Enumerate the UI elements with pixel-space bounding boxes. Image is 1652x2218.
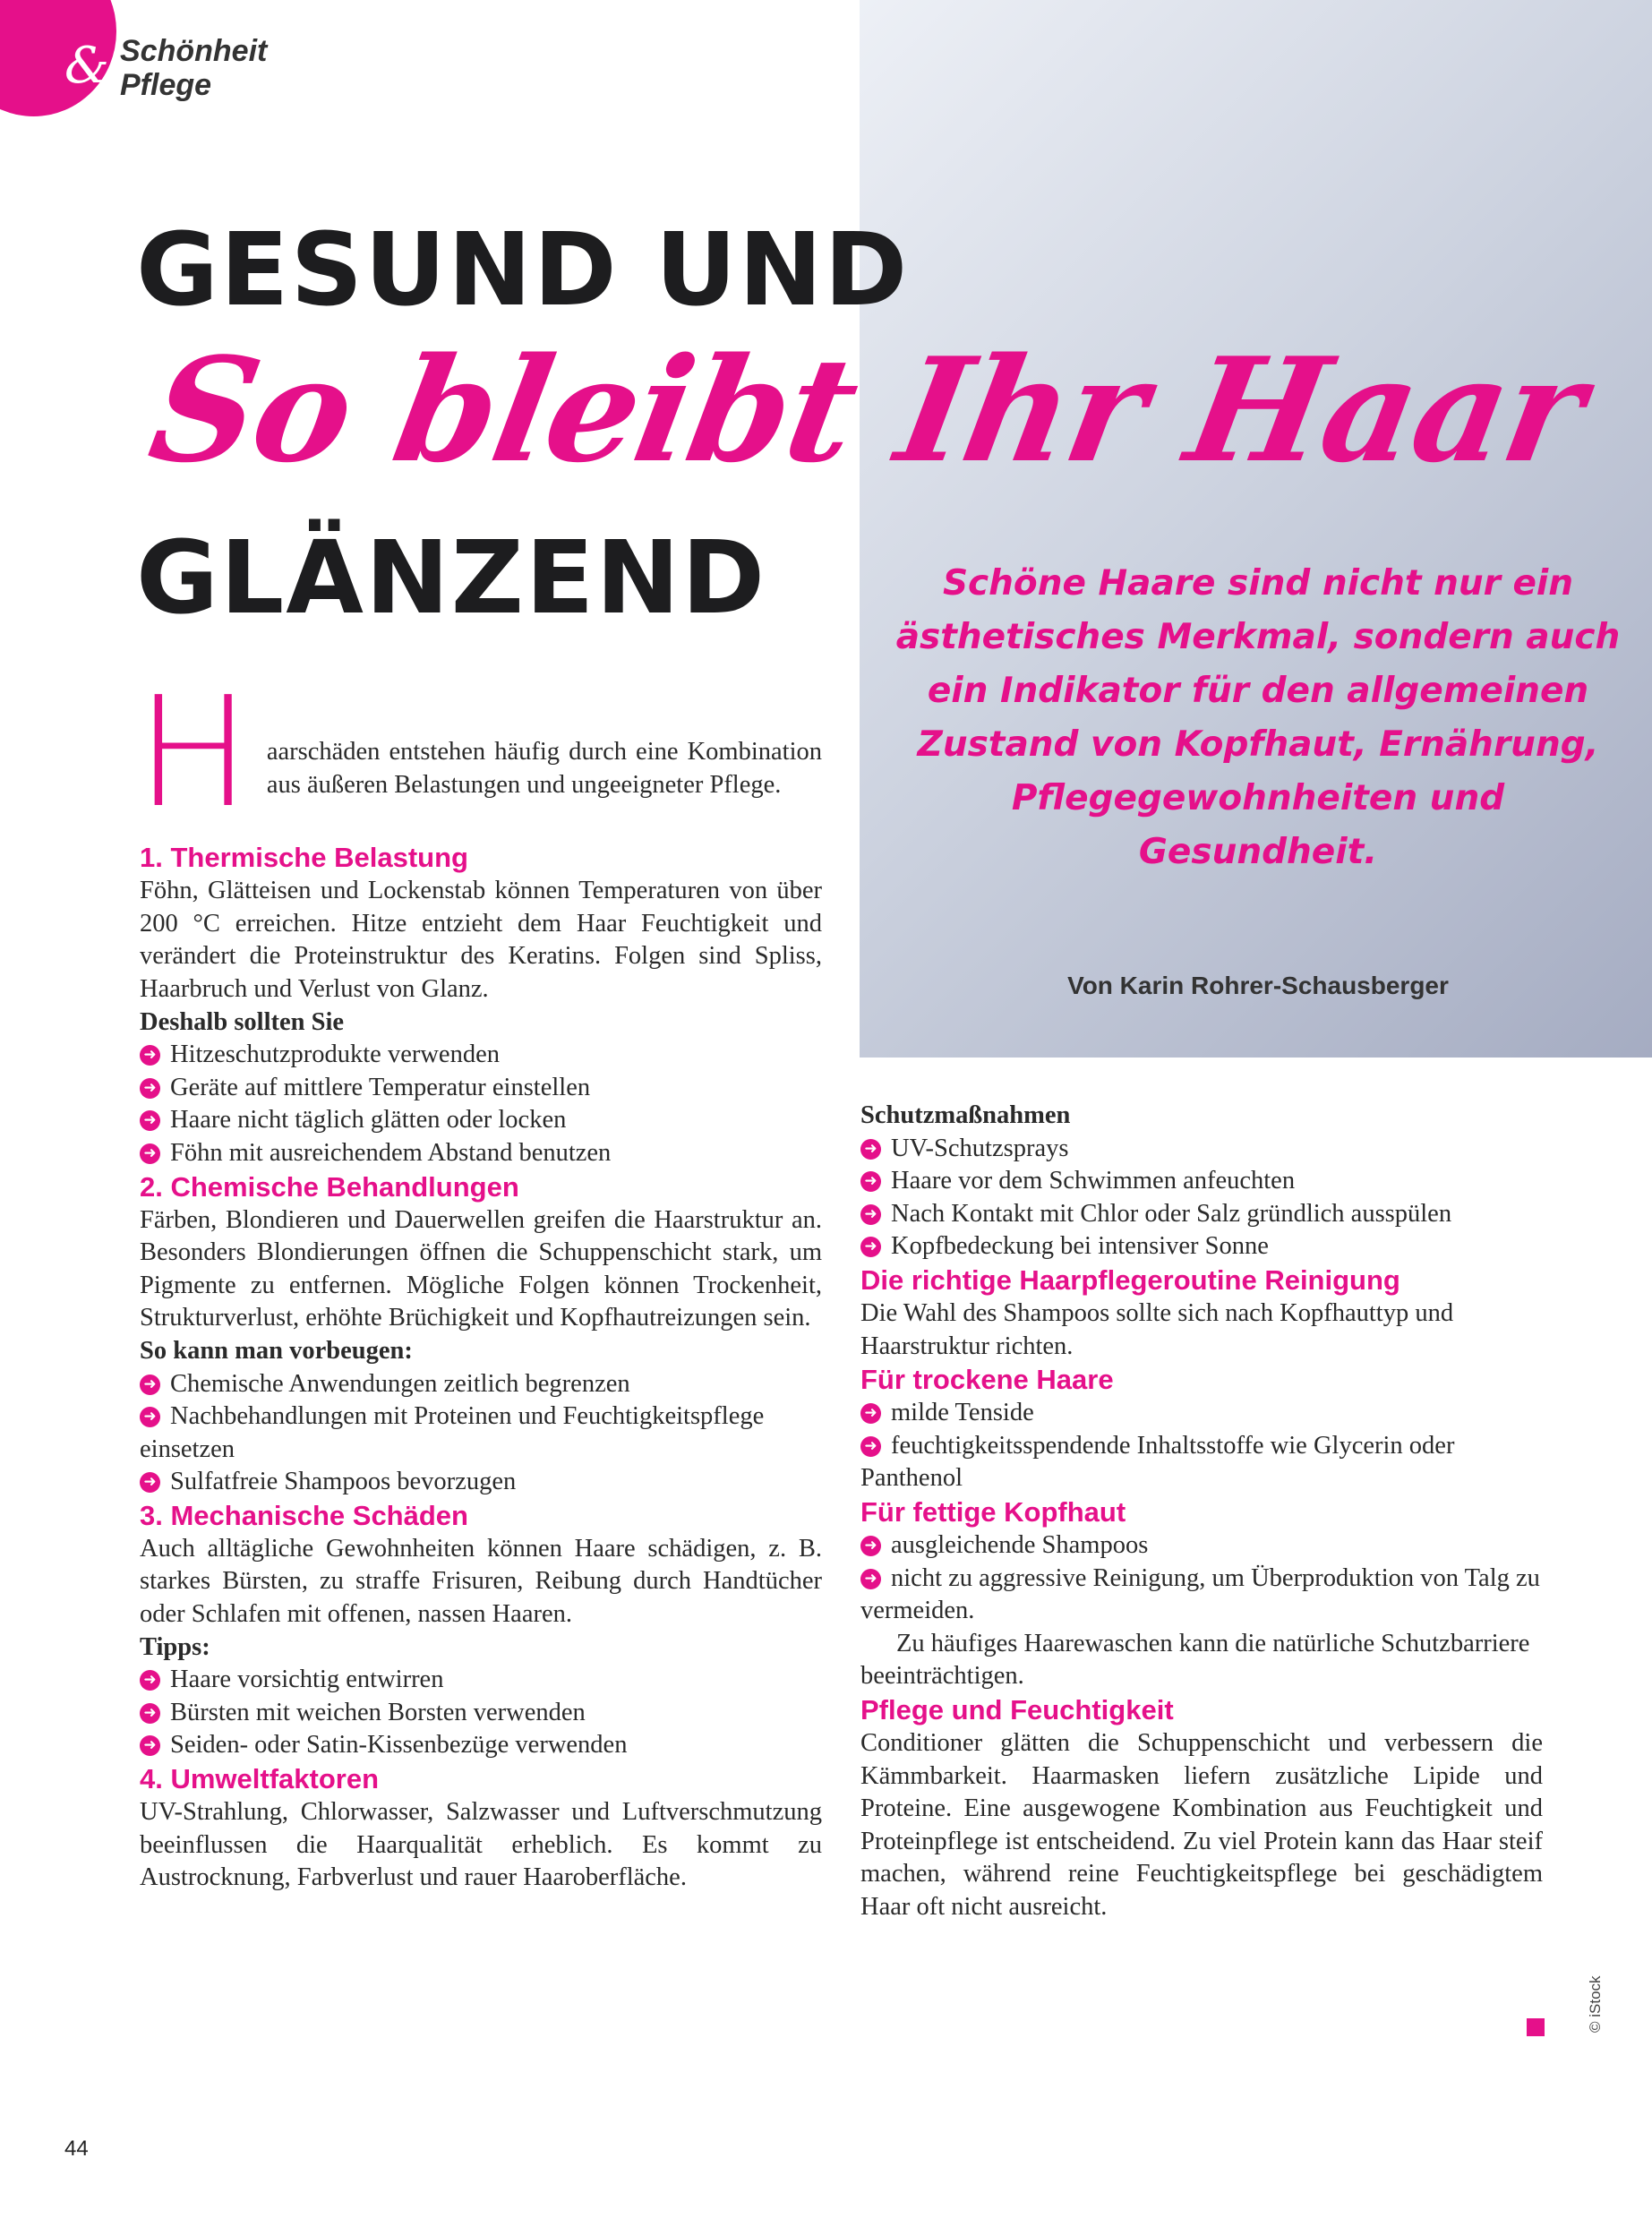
- right-column: [860, 1100, 1543, 1923]
- section-title-environment: 4. Umweltfaktoren: [140, 1763, 380, 1795]
- section-title-mechanical: 3. Mechanische Schäden: [140, 1499, 468, 1531]
- arrow-right-icon: ➜: [860, 1403, 881, 1424]
- section-subhead-thermal: Deshalb sollten Sie: [140, 1007, 345, 1036]
- list-item: ➜ Hitzeschutzprodukte verwenden: [140, 1039, 822, 1072]
- headline-line1: GESUND UND: [136, 212, 910, 329]
- end-mark-square-icon: [1527, 2018, 1545, 2036]
- section-label-line1: Schönheit: [120, 34, 268, 68]
- arrow-right-icon: ➜: [140, 1703, 160, 1724]
- lead-text: Schöne Haare sind nicht nur ein ästhetisches Merkmal, sondern auch ein Indikator für den allgemeinen Zustand von Kopfhaut, Ernährung, Pflegegewohnheiten und Gesundheit.: [895, 563, 1621, 872]
- list-item: ➜ Föhn mit ausreichendem Abstand benutzen: [140, 1137, 822, 1170]
- section-title-oily-scalp: Für fettige Kopfhaut: [860, 1495, 1126, 1528]
- photo-credit: © iStock: [1587, 1975, 1604, 2033]
- section-body-thermal: Föhn, Glätteisen und Lockenstab können Temperaturen von über 200 °C erreichen. Hitze entzieht dem Haar Feuchtigkeit und verändert die Proteinstruktur des Keratins. Folgen sind Spliss, Haarbruch und Verlust von Glanz.: [140, 877, 822, 1003]
- list-item: ➜ Seiden- oder Satin-Kissenbezüge verwenden: [140, 1729, 822, 1762]
- section-title-chemical: 2. Chemische Behandlungen: [140, 1170, 519, 1203]
- list-item: ➜ Sulfatfreie Shampoos bevorzugen: [140, 1466, 822, 1499]
- left-column: [136, 664, 822, 1895]
- headline-script: So bleibt Ihr Haar: [139, 326, 1596, 494]
- arrow-right-icon: ➜: [140, 1374, 160, 1395]
- section-body-environment: UV-Strahlung, Chlorwasser, Salzwasser und Luftverschmutzung beeinflussen die Haarqualität erheblich. Es kommt zu Austrocknung, Farbverlust und rauer Haaroberfläche.: [140, 1798, 822, 1892]
- bullet-list-oily-scalp: [860, 1529, 1543, 1628]
- headline-line3: GLÄNZEND: [136, 520, 767, 637]
- arrow-right-icon: ➜: [140, 1045, 160, 1066]
- list-item: ➜ Geräte auf mittlere Temperatur einstellen: [140, 1072, 822, 1105]
- intro-text: aarschäden entstehen häufig durch eine Kombination aus äußeren Belastungen und ungeeigneter Pflege.: [266, 738, 822, 799]
- arrow-right-icon: ➜: [860, 1536, 881, 1556]
- arrow-right-icon: ➜: [140, 1472, 160, 1493]
- arrow-right-icon: ➜: [860, 1237, 881, 1257]
- list-item: ➜ Bürsten mit weichen Borsten verwenden: [140, 1697, 822, 1730]
- page-number: 44: [64, 2137, 89, 2161]
- section-title-thermal: 1. Thermische Belastung: [140, 842, 468, 874]
- arrow-right-icon: ➜: [860, 1436, 881, 1457]
- list-item: ➜ nicht zu aggressive Reinigung, um Überproduktion von Talg zu vermeiden.: [860, 1563, 1540, 1625]
- section-subhead-mechanical: Tipps:: [140, 1632, 210, 1661]
- arrow-right-icon: ➜: [860, 1569, 881, 1589]
- list-item: ➜ Chemische Anwendungen zeitlich begrenzen: [140, 1368, 822, 1401]
- section-title-routine: Die richtige Haarpflegeroutine Reinigung: [860, 1263, 1400, 1296]
- arrow-right-icon: ➜: [140, 1143, 160, 1164]
- arrow-right-icon: ➜: [860, 1204, 881, 1225]
- section-subhead-protection: Schutzmaßnahmen: [860, 1101, 1071, 1129]
- section-title-care: Pflege und Feuchtigkeit: [860, 1693, 1174, 1726]
- bullet-list-thermal: [140, 1039, 822, 1169]
- section-body-mechanical: Auch alltägliche Gewohnheiten können Haare schädigen, z. B. starkes Bürsten, zu straffe Frisuren, Reibung durch Handtücher oder Schlafen mit offenen, nassen Haaren.: [140, 1534, 822, 1629]
- section-body-care: Conditioner glätten die Schuppenschicht und verbessern die Kämmbarkeit. Haarmasken liefern zusätzliche Lipide und Proteine. Eine ausgewogene Kombination aus Feuchtigkeit und Proteinpflege ist entscheidend. Zu viel Protein kann das Haar steif machen, während reine Feuchtigkeitspflege bei geschädigtem Haar oft nicht ausreicht.: [860, 1728, 1543, 1921]
- list-item: ➜ feuchtigkeitsspendende Inhaltsstoffe wie Glycerin oder Panthenol: [860, 1431, 1455, 1493]
- bullet-list-dry-hair: [860, 1397, 1543, 1495]
- bullet-list-chemical: [140, 1368, 822, 1499]
- arrow-right-icon: ➜: [140, 1110, 160, 1131]
- section-body-routine: Die Wahl des Shampoos sollte sich nach Kopfhauttyp und Haarstruktur richten.: [860, 1298, 1454, 1360]
- list-item: ➜ Haare nicht täglich glätten oder locken: [140, 1104, 822, 1137]
- arrow-right-icon: ➜: [860, 1171, 881, 1192]
- section-ampersand: &: [64, 37, 109, 95]
- list-item: ➜ UV-Schutzsprays: [860, 1133, 1543, 1166]
- list-item: ➜ ausgleichende Shampoos: [860, 1529, 1543, 1563]
- list-item: ➜ Nach Kontakt mit Chlor oder Salz gründlich ausspülen: [860, 1198, 1543, 1231]
- arrow-right-icon: ➜: [140, 1670, 160, 1691]
- section-subhead-chemical: So kann man vorbeugen:: [140, 1336, 413, 1365]
- bullet-list-protection: [860, 1133, 1543, 1263]
- list-item: ➜ Nachbehandlungen mit Proteinen und Feuchtigkeitspflege einsetzen: [140, 1402, 765, 1463]
- drop-cap: H: [136, 664, 251, 842]
- header-gradient-panel: [860, 0, 1652, 1058]
- section-title-dry-hair: Für trockene Haare: [860, 1364, 1114, 1396]
- list-item: ➜ Haare vorsichtig entwirren: [140, 1664, 822, 1697]
- list-item: ➜ Kopfbedeckung bei intensiver Sonne: [860, 1230, 1543, 1263]
- arrow-right-icon: ➜: [140, 1407, 160, 1427]
- list-item: ➜ milde Tenside: [860, 1397, 1543, 1430]
- section-label: [120, 34, 267, 102]
- section-label-line2: Pflege: [120, 68, 212, 102]
- arrow-right-icon: ➜: [860, 1139, 881, 1160]
- bullet-list-mechanical: [140, 1664, 822, 1762]
- author-byline: Von Karin Rohrer-Schausberger: [1067, 972, 1449, 999]
- arrow-right-icon: ➜: [140, 1735, 160, 1756]
- arrow-right-icon: ➜: [140, 1078, 160, 1099]
- section-body-chemical: Färben, Blondieren und Dauerwellen greifen die Haarstruktur an. Besonders Blondierungen öffnen die Schuppenschicht stark, um Pigmente zu entfernen. Mögliche Folgen können Trockenheit, Strukturverlust, erhöhte Brüchigkeit und Kopfhautreizungen sein.: [140, 1205, 822, 1332]
- oily-scalp-note: Zu häufiges Haarewaschen kann die natürliche Schutzbarriere beeinträchtigen.: [860, 1629, 1530, 1691]
- list-item: ➜ Haare vor dem Schwimmen anfeuchten: [860, 1165, 1543, 1198]
